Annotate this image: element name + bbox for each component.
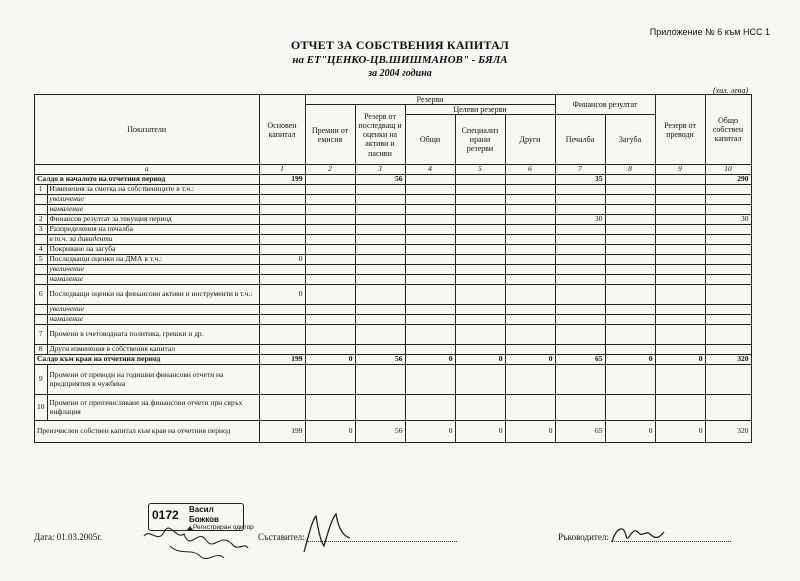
value-cell <box>605 315 655 325</box>
value-cell <box>605 395 655 421</box>
row-number: 5 <box>35 255 48 265</box>
value-cell: 320 <box>705 421 751 443</box>
value-cell: 0 <box>605 421 655 443</box>
header-financial-result: Финансов резултат <box>555 95 655 115</box>
value-cell <box>605 225 655 235</box>
value-cell <box>605 275 655 285</box>
value-cell <box>705 285 751 305</box>
value-cell: 0 <box>505 355 555 365</box>
value-cell <box>505 325 555 345</box>
column-code: 3 <box>355 165 405 175</box>
value-cell <box>305 225 355 235</box>
header-indicators: Показатели <box>35 95 260 165</box>
value-cell: 56 <box>355 355 405 365</box>
value-cell <box>455 275 505 285</box>
value-cell <box>455 305 505 315</box>
value-cell <box>355 345 405 355</box>
value-cell <box>405 205 455 215</box>
table-row <box>35 235 752 245</box>
row-number <box>35 305 48 315</box>
value-cell <box>555 265 605 275</box>
value-cell <box>305 325 355 345</box>
column-code: 6 <box>505 165 555 175</box>
value-cell <box>705 195 751 205</box>
compiler-signature <box>298 508 358 558</box>
value-cell <box>305 185 355 195</box>
header-reserves: Резерви <box>305 95 555 105</box>
row-number: 2 <box>35 215 48 225</box>
value-cell <box>705 305 751 315</box>
row-label: Промени от преводи на годишни финансови отчети на предприятия в чужбина <box>47 365 259 395</box>
value-cell <box>455 215 505 225</box>
report-body <box>35 175 752 443</box>
value-cell <box>505 225 555 235</box>
column-code: 8 <box>605 165 655 175</box>
row-label: Покриване на загуба <box>47 245 259 255</box>
value-cell <box>655 185 705 195</box>
value-cell <box>405 235 455 245</box>
row-number: 10 <box>35 395 48 421</box>
value-cell: 0 <box>305 421 355 443</box>
value-cell <box>405 285 455 305</box>
value-cell <box>505 265 555 275</box>
value-cell <box>655 395 705 421</box>
value-cell <box>655 285 705 305</box>
header-total-equity: Общо собствен капитал <box>705 95 751 165</box>
value-cell <box>505 255 555 265</box>
row-label: Изменения за сметка на собствениците в т.ч.: <box>47 185 259 195</box>
value-cell <box>455 345 505 355</box>
row-number: 4 <box>35 245 48 255</box>
value-cell: 56 <box>355 421 405 443</box>
row-label: Други изменения в собствения капитал <box>47 345 259 355</box>
value-cell <box>455 285 505 305</box>
value-cell <box>455 205 505 215</box>
value-cell <box>605 325 655 345</box>
value-cell <box>405 195 455 205</box>
value-cell <box>305 245 355 255</box>
value-cell <box>505 215 555 225</box>
value-cell <box>305 255 355 265</box>
row-label: намаление <box>47 275 259 285</box>
value-cell <box>705 325 751 345</box>
annex-label: Приложение № 6 към НСС 1 <box>649 27 770 37</box>
value-cell <box>259 305 305 315</box>
value-cell: 0 <box>655 355 705 365</box>
value-cell <box>305 265 355 275</box>
value-cell <box>555 305 605 315</box>
value-cell <box>605 185 655 195</box>
value-cell <box>259 365 305 395</box>
value-cell: 0 <box>455 421 505 443</box>
value-cell <box>405 225 455 235</box>
value-cell <box>305 215 355 225</box>
value-cell: 199 <box>259 355 305 365</box>
value-cell <box>605 365 655 395</box>
stamp-code: 0172 <box>152 508 179 522</box>
value-cell <box>655 325 705 345</box>
header-basic-capital: Основен капитал <box>259 95 305 165</box>
value-cell: 30 <box>555 215 605 225</box>
table-row <box>35 285 752 305</box>
value-cell <box>405 245 455 255</box>
value-cell <box>605 195 655 205</box>
value-cell <box>605 235 655 245</box>
value-cell: 56 <box>355 175 405 185</box>
value-cell: 0 <box>259 255 305 265</box>
value-cell <box>655 215 705 225</box>
header-revaluation: Резерв от последващ и оценки на активи и пасиви <box>355 105 405 165</box>
value-cell <box>605 255 655 265</box>
value-cell <box>655 365 705 395</box>
row-number: 1 <box>35 185 48 195</box>
value-cell <box>705 265 751 275</box>
row-number: 6 <box>35 285 48 305</box>
row-number <box>35 265 48 275</box>
value-cell <box>405 265 455 275</box>
header-profit: Печалба <box>555 115 605 165</box>
value-cell <box>405 185 455 195</box>
value-cell <box>705 255 751 265</box>
row-number: 3 <box>35 225 48 235</box>
row-label: Финансов резултат за текущия период <box>47 215 259 225</box>
column-code: 2 <box>305 165 355 175</box>
value-cell: 0 <box>305 355 355 365</box>
value-cell <box>505 205 555 215</box>
compiler-label: Съставител: <box>258 532 305 542</box>
value-cell: 65 <box>555 355 605 365</box>
value-cell <box>305 285 355 305</box>
value-cell <box>555 345 605 355</box>
value-cell <box>555 315 605 325</box>
value-cell <box>505 315 555 325</box>
value-cell <box>259 225 305 235</box>
value-cell <box>605 215 655 225</box>
row-label: Последващи оценки на финансови активи и инструменти в т.ч.: <box>47 285 259 305</box>
value-cell: 320 <box>705 355 751 365</box>
value-cell <box>259 205 305 215</box>
value-cell <box>305 315 355 325</box>
value-cell <box>605 205 655 215</box>
row-label: Промени от преизчисляване на финансови отчети при свръх инфлация <box>47 395 259 421</box>
value-cell <box>405 275 455 285</box>
row-label: Промени в счетоводната политика, грешки и др. <box>47 325 259 345</box>
value-cell <box>505 245 555 255</box>
row-label: увеличение <box>47 265 259 275</box>
value-cell <box>505 365 555 395</box>
row-label: в т.ч. за дивиденти <box>47 235 259 245</box>
value-cell <box>355 275 405 285</box>
table-row <box>35 265 752 275</box>
column-code: 5 <box>455 165 505 175</box>
value-cell <box>605 265 655 275</box>
value-cell <box>355 225 405 235</box>
report-title: ОТЧЕТ ЗА СОБСТВЕНИЯ КАПИТАЛ <box>290 38 510 52</box>
value-cell <box>655 305 705 315</box>
value-cell: 65 <box>555 421 605 443</box>
value-cell <box>259 275 305 285</box>
value-cell <box>505 195 555 205</box>
value-cell <box>705 225 751 235</box>
table-row <box>35 355 752 365</box>
value-cell <box>705 185 751 195</box>
value-cell <box>405 325 455 345</box>
value-cell: 199 <box>259 421 305 443</box>
value-cell <box>455 235 505 245</box>
value-cell <box>605 345 655 355</box>
value-cell <box>259 325 305 345</box>
table-row <box>35 205 752 215</box>
table-row <box>35 185 752 195</box>
value-cell <box>455 255 505 265</box>
value-cell <box>655 205 705 215</box>
value-cell <box>305 175 355 185</box>
header-specialized: Специализ ирани резерви <box>455 115 505 165</box>
value-cell <box>505 175 555 185</box>
table-row <box>35 175 752 185</box>
value-cell <box>355 325 405 345</box>
value-cell <box>405 315 455 325</box>
row-label: увеличение <box>47 305 259 315</box>
value-cell <box>355 195 405 205</box>
value-cell <box>505 305 555 315</box>
value-cell <box>505 395 555 421</box>
value-cell <box>355 185 405 195</box>
manager-signature <box>608 518 668 552</box>
value-cell <box>555 255 605 265</box>
value-cell <box>305 205 355 215</box>
table-row <box>35 345 752 355</box>
value-cell: 0 <box>405 421 455 443</box>
value-cell <box>305 195 355 205</box>
row-number <box>35 195 48 205</box>
value-cell <box>455 315 505 325</box>
value-cell <box>705 365 751 395</box>
header-translation-reserve: Резерв от преводи <box>655 95 705 165</box>
value-cell: 0 <box>505 421 555 443</box>
footer-date: Дата: 01.03.2005г. <box>34 532 103 542</box>
table-row <box>35 215 752 225</box>
header-general: Общи <box>405 115 455 165</box>
table-row <box>35 275 752 285</box>
value-cell <box>655 275 705 285</box>
value-cell <box>655 225 705 235</box>
value-cell <box>605 305 655 315</box>
value-cell <box>305 305 355 315</box>
row-label: Салдо в началото на отчетния период <box>35 175 260 185</box>
row-label: Последващи оценки на ДМА в т.ч.: <box>47 255 259 265</box>
value-cell: 35 <box>555 175 605 185</box>
value-cell <box>455 265 505 275</box>
value-cell: 30 <box>705 215 751 225</box>
value-cell <box>505 275 555 285</box>
value-cell <box>259 265 305 275</box>
value-cell <box>655 235 705 245</box>
value-cell <box>455 395 505 421</box>
units-label: (хил. лева) <box>712 86 748 95</box>
value-cell <box>705 275 751 285</box>
header-other: Други <box>505 115 555 165</box>
table-row <box>35 195 752 205</box>
value-cell: 0 <box>455 355 505 365</box>
table-row <box>35 315 752 325</box>
auditor-signature <box>140 522 250 562</box>
value-cell <box>405 305 455 315</box>
stamp-last-name: Божков <box>189 515 219 524</box>
value-cell: 0 <box>655 421 705 443</box>
row-label: намаление <box>47 315 259 325</box>
value-cell <box>555 205 605 215</box>
value-cell <box>555 395 605 421</box>
value-cell <box>555 235 605 245</box>
value-cell <box>355 285 405 305</box>
row-number <box>35 275 48 285</box>
value-cell: 199 <box>259 175 305 185</box>
value-cell <box>655 175 705 185</box>
value-cell: 290 <box>705 175 751 185</box>
value-cell <box>455 245 505 255</box>
value-cell <box>455 225 505 235</box>
value-cell <box>259 245 305 255</box>
value-cell <box>505 185 555 195</box>
value-cell <box>655 315 705 325</box>
value-cell <box>605 175 655 185</box>
value-cell <box>705 345 751 355</box>
value-cell <box>555 245 605 255</box>
value-cell <box>655 345 705 355</box>
value-cell <box>505 235 555 245</box>
value-cell <box>705 315 751 325</box>
value-cell <box>705 235 751 245</box>
row-number <box>35 235 48 245</box>
value-cell <box>305 365 355 395</box>
value-cell <box>655 255 705 265</box>
value-cell <box>555 195 605 205</box>
value-cell <box>259 345 305 355</box>
value-cell <box>355 255 405 265</box>
row-number: 8 <box>35 345 48 355</box>
value-cell <box>405 175 455 185</box>
value-cell <box>355 305 405 315</box>
value-cell <box>305 345 355 355</box>
report-period: за 2004 година <box>368 68 432 79</box>
value-cell <box>355 265 405 275</box>
stamp-role: Регистриран одитор <box>193 524 254 531</box>
row-label: намаление <box>47 205 259 215</box>
value-cell <box>655 265 705 275</box>
row-label: Салдо към края на отчетния период <box>35 355 260 365</box>
value-cell: 0 <box>605 355 655 365</box>
row-number <box>35 315 48 325</box>
value-cell <box>405 215 455 225</box>
table-row <box>35 421 752 443</box>
value-cell <box>405 255 455 265</box>
table-row <box>35 245 752 255</box>
value-cell <box>555 285 605 305</box>
value-cell <box>355 245 405 255</box>
stamp-first-name: Васил <box>189 505 214 514</box>
value-cell: 0 <box>259 285 305 305</box>
value-cell <box>605 245 655 255</box>
value-cell <box>505 345 555 355</box>
value-cell <box>605 285 655 305</box>
value-cell <box>305 395 355 421</box>
value-cell <box>455 175 505 185</box>
row-number: 9 <box>35 365 48 395</box>
value-cell <box>259 395 305 421</box>
value-cell <box>455 195 505 205</box>
value-cell <box>355 315 405 325</box>
value-cell <box>355 215 405 225</box>
value-cell <box>555 365 605 395</box>
company-name: на ЕТ"ЦЕНКО-ЦВ.ШИШМАНОВ" - БЯЛА <box>292 54 508 66</box>
table-row <box>35 255 752 265</box>
column-code: 10 <box>705 165 751 175</box>
table-row <box>35 325 752 345</box>
row-number <box>35 205 48 215</box>
value-cell <box>259 185 305 195</box>
row-number: 7 <box>35 325 48 345</box>
value-cell <box>259 215 305 225</box>
value-cell <box>555 185 605 195</box>
value-cell <box>405 395 455 421</box>
column-code: 4 <box>405 165 455 175</box>
value-cell <box>655 195 705 205</box>
value-cell <box>705 205 751 215</box>
row-label: увеличение <box>47 195 259 205</box>
value-cell <box>655 245 705 255</box>
manager-label: Ръководител: <box>558 532 609 542</box>
row-label: Преизчислен собствен капитал към края на отчетния период <box>35 421 260 443</box>
value-cell <box>455 185 505 195</box>
column-code: 1 <box>259 165 305 175</box>
value-cell <box>505 285 555 305</box>
value-cell <box>305 235 355 245</box>
value-cell <box>455 365 505 395</box>
value-cell <box>355 365 405 395</box>
value-cell <box>405 345 455 355</box>
table-row <box>35 365 752 395</box>
value-cell <box>305 275 355 285</box>
table-row <box>35 395 752 421</box>
column-code: а <box>35 165 260 175</box>
value-cell <box>555 325 605 345</box>
column-code: 9 <box>655 165 705 175</box>
value-cell <box>705 245 751 255</box>
value-cell <box>705 395 751 421</box>
table-row <box>35 305 752 315</box>
value-cell: 0 <box>405 355 455 365</box>
value-cell <box>405 365 455 395</box>
value-cell <box>355 205 405 215</box>
header-premium: Премии от емисия <box>305 105 355 165</box>
column-code: 7 <box>555 165 605 175</box>
value-cell <box>555 275 605 285</box>
header-loss: Загуба <box>605 115 655 165</box>
equity-report-table <box>34 94 752 443</box>
value-cell <box>259 315 305 325</box>
table-row <box>35 225 752 235</box>
header-target-reserves: Целеви резерви <box>405 105 555 115</box>
value-cell <box>355 395 405 421</box>
row-label: Разпределения на печалба <box>47 225 259 235</box>
value-cell <box>355 235 405 245</box>
value-cell <box>259 195 305 205</box>
value-cell <box>259 235 305 245</box>
value-cell <box>555 225 605 235</box>
value-cell <box>455 325 505 345</box>
